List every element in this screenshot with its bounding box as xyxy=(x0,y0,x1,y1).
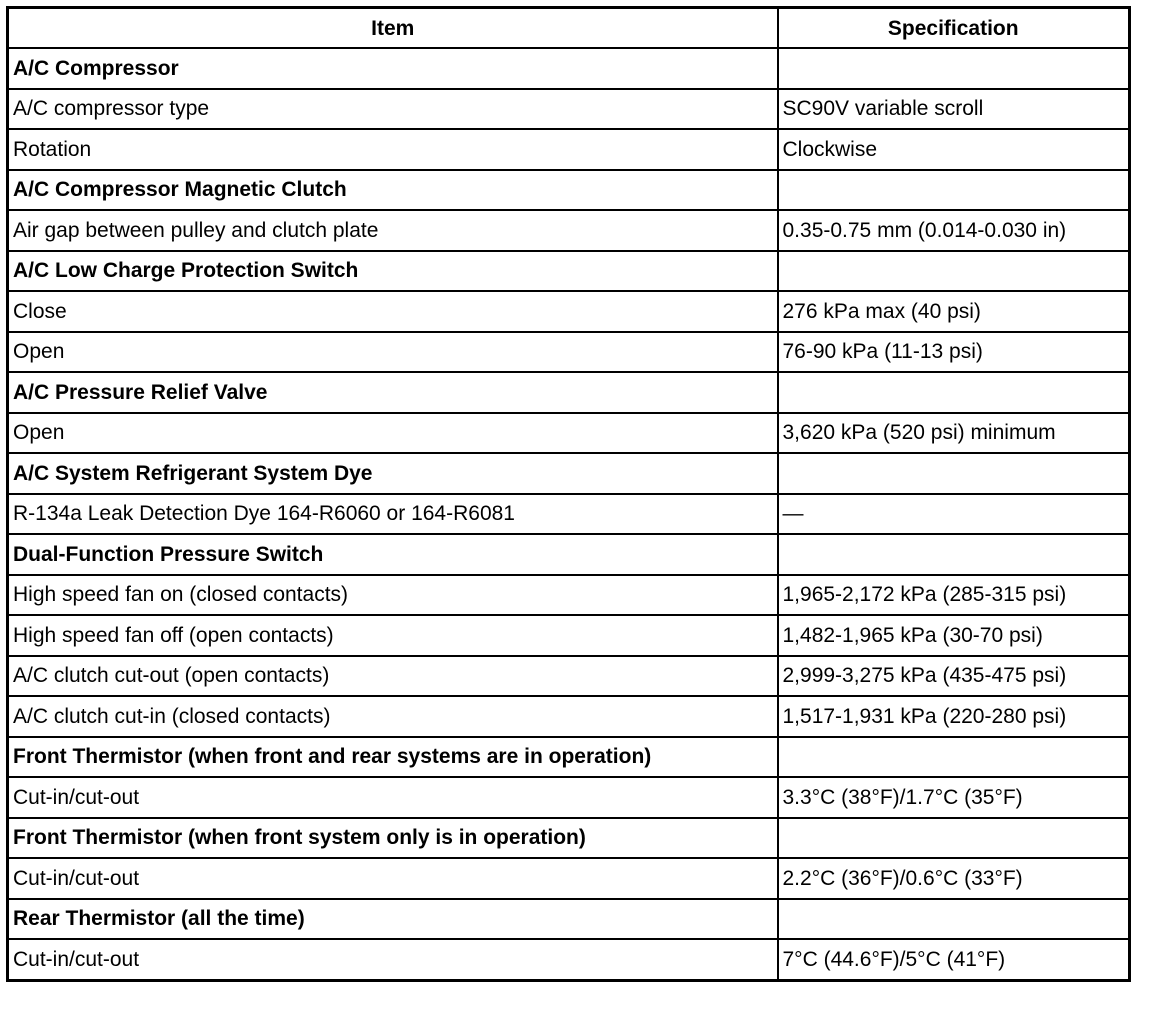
table-row xyxy=(8,696,1130,737)
item-cell: A/C clutch cut-in (closed contacts) xyxy=(8,696,778,737)
spec-cell: 76-90 kPa (11-13 psi) xyxy=(778,332,1130,373)
spec-table xyxy=(6,6,1131,982)
spec-cell: SC90V variable scroll xyxy=(778,89,1130,130)
section-row xyxy=(8,899,1130,940)
section-row xyxy=(8,534,1130,575)
section-title: A/C Compressor Magnetic Clutch xyxy=(8,170,778,211)
spec-cell: 3.3°C (38°F)/1.7°C (35°F) xyxy=(778,777,1130,818)
section-title: A/C Low Charge Protection Switch xyxy=(8,251,778,292)
item-cell: High speed fan on (closed contacts) xyxy=(8,575,778,616)
section-title: Front Thermistor (when front and rear systems are in operation) xyxy=(8,737,778,778)
table-body xyxy=(8,48,1130,980)
section-row xyxy=(8,737,1130,778)
item-cell: A/C clutch cut-out (open contacts) xyxy=(8,656,778,697)
table-row xyxy=(8,129,1130,170)
spec-cell: 1,482-1,965 kPa (30-70 psi) xyxy=(778,615,1130,656)
section-title: Dual-Function Pressure Switch xyxy=(8,534,778,575)
table-row xyxy=(8,615,1130,656)
table-row xyxy=(8,777,1130,818)
table-row xyxy=(8,210,1130,251)
table-row xyxy=(8,494,1130,535)
section-row xyxy=(8,48,1130,89)
item-cell: High speed fan off (open contacts) xyxy=(8,615,778,656)
item-cell: Open xyxy=(8,332,778,373)
item-cell: Open xyxy=(8,413,778,454)
table-row xyxy=(8,858,1130,899)
section-row xyxy=(8,170,1130,211)
table-row xyxy=(8,89,1130,130)
item-cell: Close xyxy=(8,291,778,332)
section-title: Front Thermistor (when front system only is in operation) xyxy=(8,818,778,859)
spec-cell xyxy=(778,48,1130,89)
spec-cell xyxy=(778,170,1130,211)
section-row xyxy=(8,453,1130,494)
spec-cell: 276 kPa max (40 psi) xyxy=(778,291,1130,332)
spec-cell: 3,620 kPa (520 psi) minimum xyxy=(778,413,1130,454)
spec-cell: 2,999-3,275 kPa (435-475 psi) xyxy=(778,656,1130,697)
section-title: A/C Pressure Relief Valve xyxy=(8,372,778,413)
table-row xyxy=(8,939,1130,980)
item-cell: R-134a Leak Detection Dye 164-R6060 or 164-R6081 xyxy=(8,494,778,535)
spec-cell: — xyxy=(778,494,1130,535)
section-title: Rear Thermistor (all the time) xyxy=(8,899,778,940)
item-cell: Cut-in/cut-out xyxy=(8,939,778,980)
table-row xyxy=(8,291,1130,332)
section-row xyxy=(8,251,1130,292)
table-row xyxy=(8,656,1130,697)
spec-cell: Clockwise xyxy=(778,129,1130,170)
section-row xyxy=(8,818,1130,859)
spec-cell xyxy=(778,737,1130,778)
item-cell: Cut-in/cut-out xyxy=(8,858,778,899)
section-title: A/C Compressor xyxy=(8,48,778,89)
spec-cell: 1,517-1,931 kPa (220-280 psi) xyxy=(778,696,1130,737)
header-row xyxy=(8,8,1130,49)
spec-cell: 2.2°C (36°F)/0.6°C (33°F) xyxy=(778,858,1130,899)
item-cell: Cut-in/cut-out xyxy=(8,777,778,818)
spec-cell xyxy=(778,251,1130,292)
spec-cell xyxy=(778,372,1130,413)
section-title: A/C System Refrigerant System Dye xyxy=(8,453,778,494)
header-item: Item xyxy=(8,8,778,49)
spec-cell xyxy=(778,534,1130,575)
header-specification: Specification xyxy=(778,8,1130,49)
item-cell: Air gap between pulley and clutch plate xyxy=(8,210,778,251)
spec-cell: 7°C (44.6°F)/5°C (41°F) xyxy=(778,939,1130,980)
spec-cell xyxy=(778,453,1130,494)
spec-cell xyxy=(778,818,1130,859)
item-cell: A/C compressor type xyxy=(8,89,778,130)
spec-cell: 0.35-0.75 mm (0.014-0.030 in) xyxy=(778,210,1130,251)
spec-cell xyxy=(778,899,1130,940)
spec-cell: 1,965-2,172 kPa (285-315 psi) xyxy=(778,575,1130,616)
item-cell: Rotation xyxy=(8,129,778,170)
section-row xyxy=(8,372,1130,413)
table-row xyxy=(8,332,1130,373)
table-row xyxy=(8,413,1130,454)
table-row xyxy=(8,575,1130,616)
